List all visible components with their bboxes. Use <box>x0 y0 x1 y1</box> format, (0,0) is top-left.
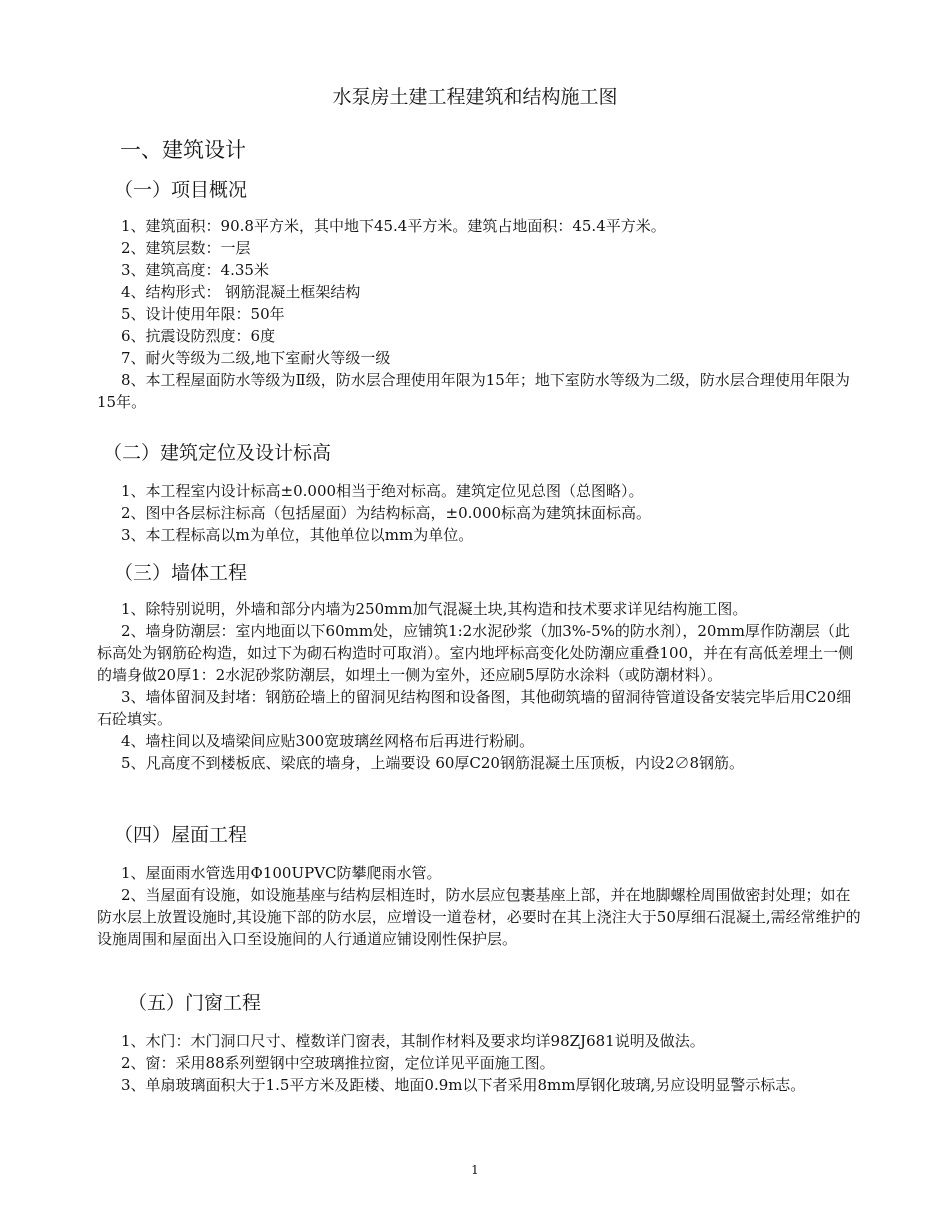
chapter-heading: 一、建筑设计 <box>120 138 246 162</box>
section-heading-4: （四）屋面工程 <box>114 824 248 846</box>
paragraph: 4、墙柱间以及墙梁间应贴300宽玻璃丝网格布后再进行粉刷。 <box>121 732 535 750</box>
paragraph: 2、图中各层标注标高（包括屋面）为结构标高，±0.000标高为建筑抹面标高。 <box>121 504 652 522</box>
section-body-2 <box>97 480 862 546</box>
document-title: 水泵房土建工程建筑和结构施工图 <box>332 86 618 108</box>
paragraph: 8、本工程屋面防水等级为Ⅱ级，防水层合理使用年限为15年；地下室防水等级为二级，防水层合理使用年限为15年。 <box>97 371 850 411</box>
paragraph: 3、建筑高度：4.35米 <box>121 261 269 279</box>
section-heading-1: （一）项目概况 <box>114 179 248 201</box>
section-body-4 <box>97 862 862 950</box>
paragraph: 5、设计使用年限：50年 <box>121 305 285 323</box>
paragraph: 3、墙体留洞及封堵：钢筋砼墙上的留洞见结构图和设备图，其他砌筑墙的留洞待管道设备安装完毕后用C20细石砼填实。 <box>97 688 852 728</box>
paragraph: 2、建筑层数：一层 <box>121 239 251 257</box>
paragraph: 4、结构形式： 钢筋混凝土框架结构 <box>121 283 361 301</box>
page-number: 1 <box>471 1163 479 1177</box>
paragraph: 2、当屋面有设施，如设施基座与结构层相连时，防水层应包裹基座上部，并在地脚螺栓周围做密封处理；如在防水层上放置设施时,其设施下部的防水层，应增设一道卷材，必要时在其上浇注大于50厚细石混凝土,需经常维护的设施周围和屋面出入口至设施间的人行通道应铺设刚性保护层。 <box>97 886 861 948</box>
paragraph: 5、凡高度不到楼板底、梁底的墙身，上端要设 60厚C20钢筋混凝土压顶板，内设2∅8钢筋。 <box>121 754 745 772</box>
paragraph: 7、耐火等级为二级,地下室耐火等级一级 <box>121 349 391 367</box>
paragraph: 1、建筑面积：90.8平方米，其中地下45.4平方米。建筑占地面积：45.4平方米。 <box>121 217 666 235</box>
paragraph: 3、单扇玻璃面积大于1.5平方米及距楼、地面0.9m以下者采用8mm厚钢化玻璃,另应设明显警示标志。 <box>121 1076 806 1094</box>
section-heading-2: （二）建筑定位及设计标高 <box>103 442 332 464</box>
paragraph: 1、屋面雨水管选用Φ100UPVC防攀爬雨水管。 <box>121 864 442 882</box>
paragraph: 1、本工程室内设计标高±0.000相当于绝对标高。建筑定位见总图（总图略）。 <box>121 482 644 500</box>
section-heading-5: （五）门窗工程 <box>128 992 262 1014</box>
paragraph: 3、本工程标高以m为单位，其他单位以mm为单位。 <box>121 526 474 544</box>
paragraph: 2、墙身防潮层：室内地面以下60mm处，应铺筑1:2水泥砂浆（加3%-5%的防水剂），20mm厚作防潮层（此标高处为钢筋砼构造，如过下为砌石构造时可取消）。室内地坪标高变化处防潮应重叠100，并在有高低差埋土一侧的墙身做20厚1：2水泥砂浆防潮层，如埋土一侧为室外，还应刷5厚防水涂料（或防潮材料）。 <box>97 622 854 684</box>
paragraph: 1、除特别说明，外墙和部分内墙为250mm加气混凝土块,其构造和技术要求详见结构施工图。 <box>121 600 748 618</box>
section-body-1 <box>97 215 862 413</box>
paragraph: 6、抗震设防烈度：6度 <box>121 327 276 345</box>
paragraph: 2、窗：采用88系列塑钢中空玻璃推拉窗，定位详见平面施工图。 <box>121 1054 555 1072</box>
section-heading-3: （三）墙体工程 <box>114 562 248 584</box>
section-body-5 <box>97 1030 862 1096</box>
section-body-3 <box>97 598 862 774</box>
paragraph: 1、木门：木门洞口尺寸、樘数详门窗表，其制作材料及要求均详98ZJ681说明及做法。 <box>121 1032 705 1050</box>
